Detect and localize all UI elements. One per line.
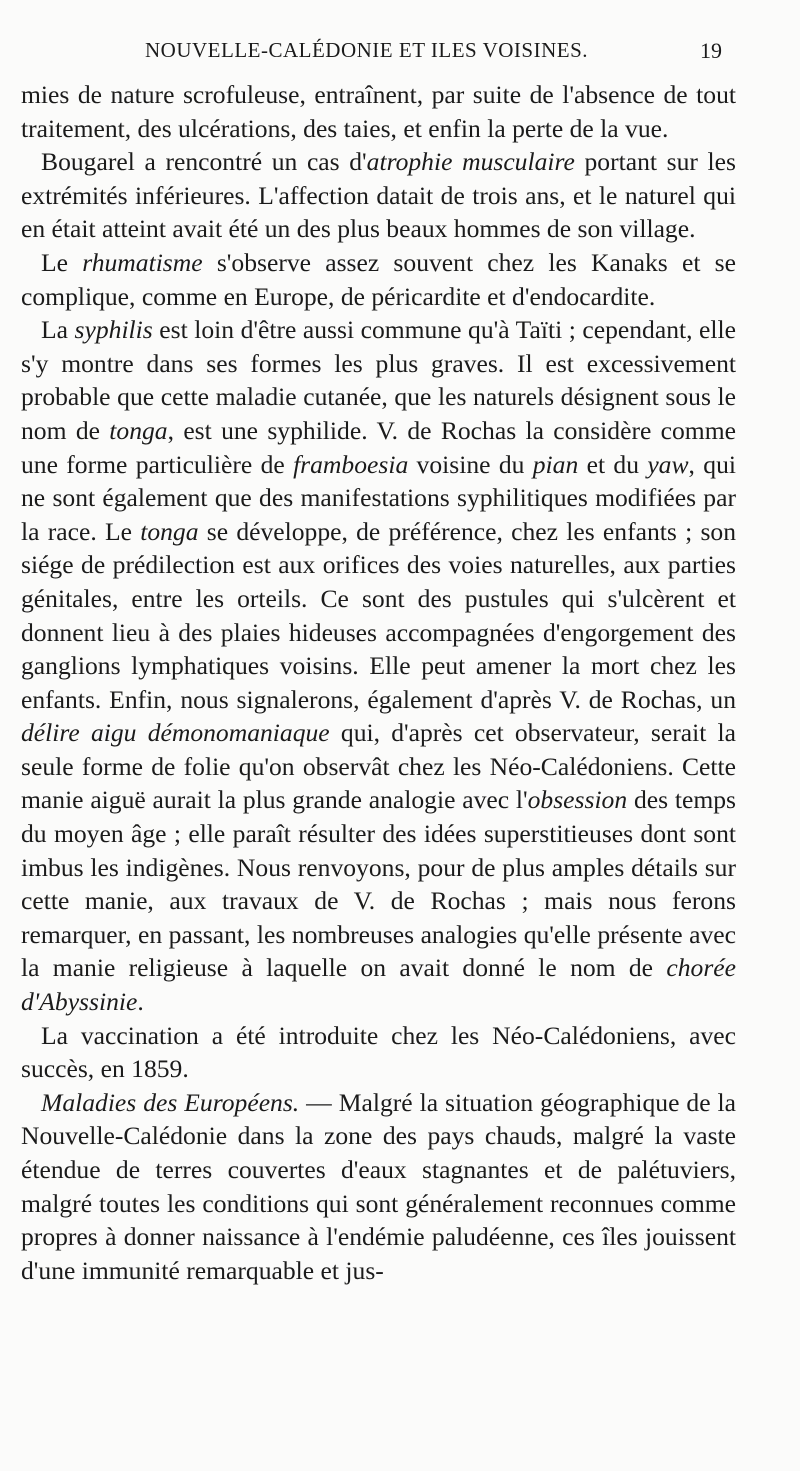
italic-term: framboesia (293, 449, 409, 479)
text-run: — Malgré la situation géographique de la Nouvelle-Calédonie dans la zone des pays chauds, malgré la vaste étendue de terres couvertes d'eaux stagnantes et de palétuviers, malgré toutes les conditions qui sont généralement reconnues comme propres à donner naissance à l'endémie paludéenne, ces îles jouissent d'une immunité remarquable et jus- (21, 1087, 736, 1285)
text-run: Bougarel a rencontré un cas d' (41, 147, 367, 177)
italic-term: délire aigu démonomaniaque (21, 718, 330, 748)
text-run: et du (578, 449, 648, 479)
text-run: . (137, 987, 144, 1017)
text-run: voisine du (408, 449, 533, 479)
page-header (95, 38, 722, 72)
italic-term: obsession (527, 785, 628, 815)
text-run: La (41, 315, 75, 345)
italic-term: rhumatisme (82, 247, 203, 277)
paragraph (21, 1086, 736, 1288)
paragraph (21, 145, 736, 246)
body-text (21, 78, 736, 1287)
text-run: s'observe assez souvent chez les Kanaks et se complique, comme en Europe, de péricardite et d'endocardite. (21, 247, 736, 311)
text-run: se développe, de préférence, chez les enfants ; son siége de prédilection est aux orifices des voies naturelles, aux parties génitales, entre les orteils. Ce sont des pustules qui s'ulcèrent et donnent lieu à des plaies hideuses accompagnées d'engorgement des ganglions lymphatiques voisins. Elle peut amener la mort chez les enfants. Enfin, nous signalerons, également d'après V. de Rochas, un (21, 516, 736, 714)
italic-term: tonga (109, 415, 168, 445)
paragraph (21, 246, 736, 313)
italic-term: pian (532, 449, 579, 479)
italic-term: syphilis (74, 315, 153, 345)
page-number: 19 (700, 38, 722, 63)
text-run: est loin d'être aussi commune qu'à Taïti ; cependant, elle s'y montre dans ses formes les plus graves. Il est excessivement probable que cette maladie cutanée, que les naturels désignent sous le nom de (21, 315, 736, 445)
text-run: , qui ne sont également que des manifestations syphilitiques modifiées par la race. Le (21, 449, 736, 546)
text-run: des temps du moyen âge ; elle paraît résulter des idées superstitieuses dont sont imbus les indigènes. Nous renvoyons, pour de plus amples détails sur cette manie, aux travaux de V. de Rochas ; mais nous ferons remarquer, en passant, les nombreuses analogies qu'elle présente avec la manie religieuse à laquelle on avait donné le nom de (21, 785, 736, 983)
paragraph (21, 313, 736, 1018)
text-run: mies de nature scrofuleuse, entraînent, par suite de l'absence de tout traitement, des ulcérations, des taies, et enfin la perte de la vue. (21, 80, 736, 143)
paragraph (21, 1019, 736, 1086)
text-run: qui, d'après cet observateur, serait la seule forme de folie qu'on observât chez les Néo-Calédoniens. Cette manie aiguë aurait la plus grande analogie avec l' (21, 718, 736, 815)
running-title: NOUVELLE-CALÉDONIE ET ILES VOISINES. (145, 38, 589, 62)
italic-term: atrophie musculaire (366, 147, 575, 177)
text-run: portant sur les extrémités inférieures. L'affection datait de trois ans, et le naturel qui en était atteint avait été un des plus beaux hommes de son village. (21, 147, 736, 244)
text-run: La vaccination a été introduite chez les Néo-Calédoniens, avec succès, en 1859. (21, 1020, 736, 1084)
italic-term: yaw (647, 449, 689, 479)
italic-term: Maladies des Européens. (41, 1087, 300, 1117)
text-run: , est une syphilide. V. de Rochas la considère comme une forme particulière de (21, 415, 736, 479)
text-run: Le (41, 247, 83, 277)
italic-term: chorée d'Abyssinie (21, 953, 736, 1017)
italic-term: tonga (140, 516, 199, 546)
paragraph (21, 78, 736, 145)
